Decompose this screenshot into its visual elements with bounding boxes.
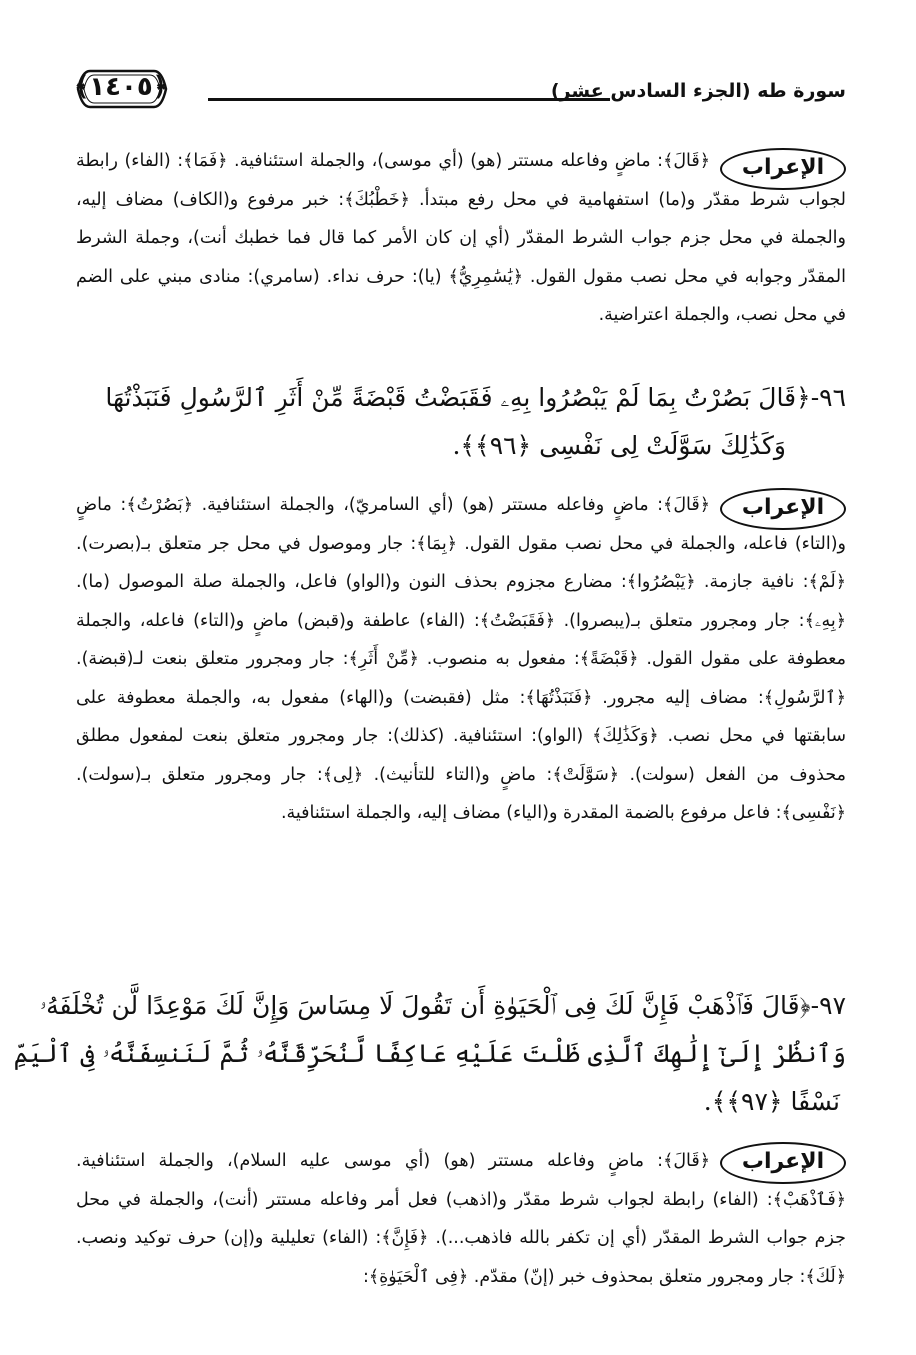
irab-paragraph bbox=[76, 486, 846, 833]
page-number: ﴿١٤٠٥﴾ bbox=[74, 72, 168, 102]
irab-label: الإعراب bbox=[720, 148, 846, 190]
text-line: ﴿لِى﴾: جار ومجرور متعلق بـ(سولت). ﴿نَفْسِى﴾: فاعل مرفوع بالضمة المقدرة و(الياء) مضاف bbox=[76, 764, 846, 823]
text-line: إليه، والجملة استئنافية. bbox=[280, 803, 448, 823]
text-line: في محل جر متعلق بـ(بصرت). ﴿لَمْ﴾: نافية جازمة. ﴿يَبْصُرُوا﴾: مضارع مجزوم بحذف النون bbox=[76, 533, 846, 592]
irab-label: الإعراب bbox=[720, 1142, 846, 1184]
verse-line: ٩٦-﴿قَالَ بَصُرْتُ بِمَا لَمْ يَبْصُرُوا بِهِۦ فَقَبَضْتُ قَبْضَةً مِّنْ أَثَرِ ٱلرَّسُولِ فَنَبَذْتُهَا bbox=[105, 383, 846, 412]
verse-96 bbox=[76, 374, 846, 470]
text-line: ﴿بَصُرْتُ﴾: ماضٍ و(التاء) فاعله، والجملة في محل نصب مقول القول. ﴿بِمَا﴾: جار وموصول bbox=[76, 495, 846, 554]
text-line: و(الواو) فاعل، والجملة صلة الموصول (ما). ﴿بِهِۦ﴾: جار ومجرور متعلق بـ(يبصروا). bbox=[76, 572, 846, 631]
verse-line: ٩٧-﴿قَالَ فَٱذْهَبْ فَإِنَّ لَكَ فِى ٱلْحَيَوٰةِ أَن تَقُولَ لَا مِسَاسَ وَإِنَّ لَكَ مَوْعِدًا لَّن تُخْلَفَهُۥ bbox=[39, 991, 846, 1020]
verse-line: نَسْفًا ﴿٩٧﴾﴾. bbox=[703, 1087, 840, 1116]
page-number-frame bbox=[76, 68, 168, 110]
text-line: ﴿قَالَ﴾: ماضٍ وفاعله مستتر (هو) (أي السامريّ)، والجملة استئنافية. bbox=[201, 495, 710, 515]
text-line: ﴿قَالَ﴾: ماضٍ وفاعله مستتر (هو) (أي موسى عليه السلام)، والجملة استئنافية. bbox=[76, 1151, 710, 1171]
irab-section-3 bbox=[76, 1142, 846, 1296]
text-line: معطوفة على سابقتها في محل نصب. ﴿وَكَذَٰلِكَ﴾ (الواو): استئنافية. (كذلك): جار ومجرور bbox=[76, 687, 846, 746]
verse-line: وَكَذَٰلِكَ سَوَّلَتْ لِى نَفْسِى ﴿٩٦﴾﴾. bbox=[452, 431, 786, 460]
text-line: ﴿ٱلرَّسُولِ﴾: مضاف إليه مجرور. ﴿فَنَبَذْتُهَا﴾: مثل (فقبضت) و(الهاء) مفعول به، والجملة bbox=[185, 687, 846, 708]
text-line: ﴿فَٱذْهَبْ﴾: (الفاء) رابطة لجواب شرط مقدّر و(اذهب) فعل أمر وفاعله مستتر (أنت)، والجملة في bbox=[118, 1189, 846, 1210]
text-line: (الفاء) رابطة لجواب شرط مقدّر و(ما) استفهامية في محل رفع مبتدأ. ﴿خَطْبُكَ﴾: خبر مرفوع bbox=[76, 151, 846, 210]
surah-part-title: سورة طه (الجزء السادس عشر) bbox=[550, 80, 846, 102]
text-line: متعلق بنعت لمفعول مطلق محذوف من الفعل (سولت). ﴿سَوَّلَتْ﴾: ماضٍ و(التاء للتأنيث). bbox=[76, 726, 846, 785]
text-line: و(الكاف) مضاف إليه، والجملة في محل جزم جواب الشرط المقدّر (أي إن كان الأمر كما قال فما bbox=[76, 189, 846, 248]
text-line: ﴿قَالَ﴾: ماضٍ وفاعله مستتر (هو) (أي موسى)، والجملة استئنافية. ﴿فَمَا﴾: bbox=[177, 151, 710, 171]
text-line: ﴿فَقَبَضْتُ﴾: (الفاء) عاطفة و(قبض) ماضٍ و(التاء) فاعله، والجملة معطوفة على مقول القول. bbox=[76, 610, 846, 669]
irab-section-2 bbox=[76, 486, 846, 833]
irab-section-1 bbox=[76, 142, 846, 335]
text-line: محل جزم جواب الشرط المقدّر (أي إن تكفر بالله فاذهب...). ﴿فَإِنَّ﴾: (الفاء) تعليلية و(إن) bbox=[76, 1189, 846, 1248]
irab-label: الإعراب bbox=[720, 488, 846, 530]
verse-97 bbox=[13, 982, 846, 1126]
text-line: حرف توكيد ونصب. ﴿لَكَ﴾: جار ومجرور متعلق بمحذوف خبر (إنّ) مقدّم. ﴿فِى ٱلْحَيَوٰةِ﴾: bbox=[76, 1228, 846, 1287]
text-line: ﴿قَبْضَةً﴾: مفعول به منصوب. ﴿مِّنْ أَثَرِ﴾: جار ومجرور متعلق بنعت لـ(قبضة). bbox=[76, 649, 639, 669]
text-line: نداء. (سامري): منادى مبني على الضم في محل نصب، والجملة اعتراضية. bbox=[76, 266, 846, 325]
page-header bbox=[76, 68, 846, 118]
verse-line: وَٱنظُرْ إِلَىٰٓ إِلَٰهِكَ ٱلَّذِى ظَلْتَ عَلَيْهِ عَاكِفًا لَّنُحَرِّقَنَّهُۥ ثُمَّ لَنَنسِفَنَّهُۥ فِى ٱلْيَمِّ bbox=[13, 1039, 846, 1068]
text-line: خطبك أنت)، وجملة الشرط المقدّر وجوابه في محل نصب مقول القول. ﴿يَٰسَٰمِرِيُّ﴾ (يا): حرف bbox=[76, 228, 846, 287]
header-rule bbox=[208, 98, 610, 101]
